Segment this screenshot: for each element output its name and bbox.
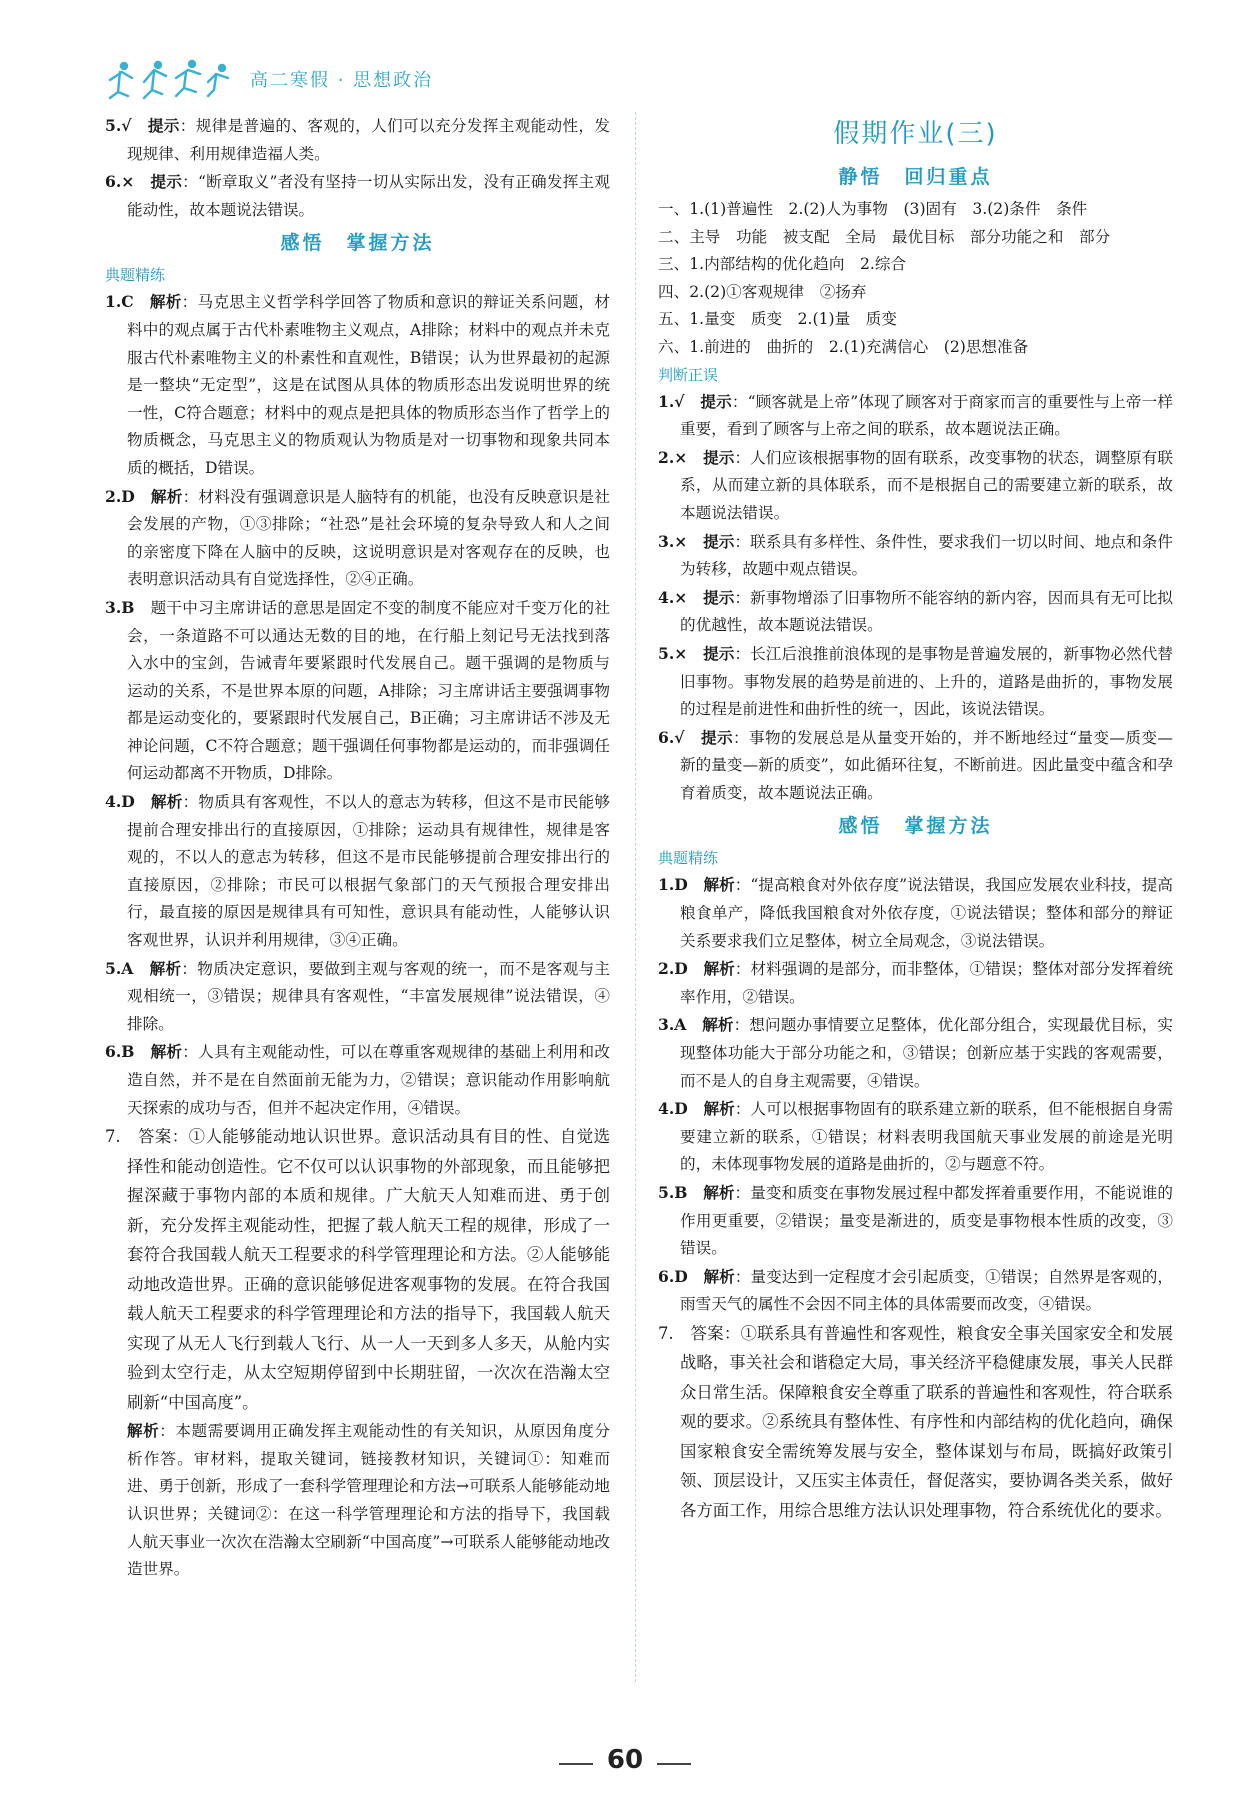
item-label: 提示 [703, 531, 735, 551]
item-label: 提示 [700, 727, 733, 747]
list-item [658, 1011, 1173, 1095]
list-item [658, 1263, 1173, 1319]
sub-label: 判断正误 [658, 365, 719, 384]
item-label: 解析 [149, 292, 182, 312]
footer-dash-left [559, 1763, 593, 1765]
item-label: 解析 [703, 875, 735, 895]
list-item [105, 288, 610, 482]
item-mark: 3.A [658, 1015, 687, 1035]
list-item [658, 444, 1173, 528]
list-item [105, 788, 610, 955]
item-mark: 2.D [105, 486, 135, 506]
item-text: ：想问题办事情要立足整体，优化部分组合，实现最优目标，实现整体功能大于部分功能之和，③错误；创新应基于实践的客观需要，而不是人的自身主观需要，④错误。 [680, 1016, 1173, 1090]
item-label: 解析 [149, 958, 182, 978]
list-item [658, 528, 1173, 584]
item-mark: 6.× [105, 172, 135, 192]
item-text: ：“提高粮食对外依存度”说法错误，我国应发展农业科技，提高粮食单产，降低我国粮食对外依存度，①说法错误；整体和部分的辩证关系要求我们立足整体，树立全局观念，③说法错误。 [680, 876, 1173, 950]
item-text: ：量变达到一定程度才会引起质变，①错误；自然界是客观的，雨雪天气的属性不会因不同主体的具体需要而改变，④错误。 [680, 1267, 1173, 1314]
item-mark: 2.× [658, 447, 688, 467]
item-text: ：材料强调的是部分，而非整体，①错误；整体对部分发挥着统率作用，②错误。 [680, 960, 1173, 1006]
item-text: ：长江后浪推前浪体现的是事物是普遍发展的，新事物必然代替旧事物。事物发展的趋势是前进的、上升的，道路是曲折的，事物发展的过程是前进性和曲折性的统一，因此，该说法错误。 [680, 644, 1173, 719]
item-mark: 7. [105, 1127, 121, 1147]
list-item [105, 168, 610, 224]
list-item [105, 955, 610, 1039]
item-text: ：人具有主观能动性，可以在尊重客观规律的基础上利用和改造自然，并不是在自然面前无能为力，②错误；意识能动作用影响航天探索的成功与否，但并不起决定作用，④错误。 [127, 1043, 610, 1117]
item-mark: 1.C [105, 292, 134, 312]
list-item [658, 1179, 1173, 1263]
item-text: ：规律是普遍的、客观的，人们可以充分发挥主观能动性，发现规律、利用规律造福人类。 [127, 117, 610, 163]
item-text: ：新事物增添了旧事物所不能容纳的新内容，因而具有无可比拟的优越性，故本题说法错误。 [680, 588, 1173, 635]
page-number: 60 [606, 1745, 644, 1775]
item-mark: 6.√ [658, 727, 685, 747]
list-item [105, 483, 610, 594]
item-label: 解析 [702, 1015, 734, 1035]
item-label: 提示 [703, 587, 735, 607]
item-mark: 4.D [658, 1099, 688, 1119]
item-mark: 3.× [658, 531, 688, 551]
item-mark: 1.√ [658, 391, 685, 411]
list-item [105, 112, 610, 168]
item-mark: 5.× [658, 643, 688, 663]
item-text: ：人可以根据事物固有的联系建立新的联系，但不能根据自身需要建立新的联系，①错误；材料表明我国航天事业发展的前途是光明的，未体现事物发展的道路是曲折的，②与题意不符。 [680, 1100, 1173, 1174]
item-label: 提示 [150, 172, 183, 192]
right-column [658, 112, 1173, 1525]
list-item [658, 1095, 1173, 1179]
section-title: 感悟 掌握方法 [280, 232, 435, 255]
running-figures-logo [104, 58, 234, 102]
item-label: 解析 [150, 792, 183, 812]
item-text: ：量变和质变在事物发展过程中都发挥着重要作用，不能说谁的作用更重要，②错误；量变是渐进的，质变是事物根本性质的改变，③错误。 [680, 1184, 1173, 1258]
item-label: 提示 [700, 391, 732, 411]
review-line: 二、主导 功能 被支配 全局 最优目标 部分功能之和 部分 [658, 227, 1111, 246]
answer-text: ：①人能够能动地认识世界。意识活动具有目的性、自觉选择性和能动创造性。它不仅可以认识事物的外部现象，而且能够把握深藏于事物内部的本质和规律。广大航天人知难而进、勇于创新，充分发挥主观能动性，把握了载人航天工程的规律，形成了一套符合我国载人航天工程要求的科学管理理论和方法。②人能够能动地改造世界。正确的意识能够促进客观事物的发展。在符合我国载人航天工程要求的科学管理理论和方法的指导下，我国载人航天实现了从无人飞行到载人飞行、从一人一天到多人多天，从舱内实验到太空行走，从太空短期停留到中长期驻留，一次次在浩瀚太空刷新“中国高度”。 [127, 1127, 611, 1412]
review-line: 五、1.量变 质变 2.(1)量 质变 [658, 310, 897, 329]
answer-item [658, 1319, 1173, 1526]
item-label: 解析 [150, 1042, 183, 1062]
list-item [658, 640, 1173, 724]
analysis-text: ：本题需要调用正确发挥主观能动性的有关知识，从原因角度分析作答。审材料，提取关键词，链接教材知识，关键词①：知难而进、勇于创新，形成了一套科学管理理论和方法→可联系人能够能动地认识世界；关键词②：在这一科学管理理论和方法的指导下，我国载人航天事业一次次在浩瀚太空刷新“中国高度”→可联系人能够能动地改造世界。 [127, 1422, 610, 1579]
item-text: ：物质具有客观性，不以人的意志为转移，但这不是市民能够提前合理安排出行的直接原因，①排除；运动具有规律性，规律是客观的，不以人的意志为转移，但这不是市民能够提前合理安排出行的直接原因，②排除；市民可以根据气象部门的天气预报合理安排出行，最直接的原因是规律具有可知性，意识具有能动性，人能够认识客观世界，认识并利用规律，③④正确。 [127, 793, 610, 950]
review-line: 六、1.前进的 曲折的 2.(1)充满信心 (2)思想准备 [658, 337, 1029, 356]
item-label: 解析 [150, 486, 183, 506]
item-text: ：事物的发展总是从量变开始的，并不断地经过“量变—质变—新的量变—新的质变”，如此循环往复，不断前进。因此量变中蕴含和孕育着质变，故本题说法正确。 [680, 728, 1173, 802]
item-mark: 3.B [105, 597, 135, 617]
item-mark: 4.× [658, 587, 688, 607]
page-header [100, 58, 1150, 108]
left-column [105, 112, 610, 1584]
item-text: 题干中习主席讲话的意思是固定不变的制度不能应对千变万化的社会，一条道路不可以通达无数的目的地，在行船上刻记号无法找到落入水中的宝剑，告诫青年要紧跟时代发展自己。题干强调的是物质与运动的关系，不是世界本原的问题，A排除；习主席讲话主要强调事物都是运动变化的，要紧跟时代发展自己，B正确；习主席讲话不涉及无神论问题，C不符合题意；题干强调任何事物都是运动的，而非强调任何运动都离不开物质，D排除。 [127, 598, 610, 783]
review-line: 一、1.(1)普遍性 2.(2)人为事物 (3)固有 3.(2)条件 条件 [658, 200, 1088, 218]
item-text: ：马克思主义哲学科学回答了物质和意识的辩证关系问题，材料中的观点属于古代朴素唯物主义观点，A排除；材料中的观点并未克服古代朴素唯物主义的朴素性和直观性，B错误；认为世界最初的起源是一整块“无定型”，这是在试图从具体的物质形态出发说明世界的统一性，C符合题意；材料中的观点是把具体的物质形态当作了哲学上的物质概念，马克思主义的物质观认为物质是对一切事物和现象共同本质的概括，D错误。 [127, 293, 610, 477]
page-footer [0, 1745, 1250, 1775]
item-label: 解析 [127, 1421, 160, 1441]
answer-item [105, 1122, 610, 1417]
item-text: ：人们应该根据事物的固有联系，改变事物的状态，调整原有联系，从而建立新的具体联系，而不是根据自己的需要建立新的联系，故本题说法错误。 [680, 448, 1173, 522]
item-label: 解析 [703, 959, 735, 979]
review-line: 四、2.(2)①客观规律 ②扬弃 [658, 282, 867, 301]
item-text: ：材料没有强调意识是人脑特有的机能，也没有反映意识是社会发展的产物，①③排除；“社恐”是社会环境的复杂导致人和人之间的亲密度下降在人脑中的反映，这说明意识是对客观存在的反映，也表明意识活动具有自觉选择性，②④正确。 [127, 487, 610, 589]
list-item [105, 594, 610, 788]
item-mark: 1.D [658, 875, 688, 895]
item-text: ：“断章取义”者没有坚持一切从实际出发，没有正确发挥主观能动性，故本题说法错误。 [127, 173, 610, 219]
list-item [658, 871, 1173, 955]
sub-label: 典题精练 [658, 849, 719, 868]
list-item [105, 1038, 610, 1122]
item-text: ：“顾客就是上帝”体现了顾客对于商家而言的重要性与上帝一样重要，看到了顾客与上帝之间的联系，故本题说法正确。 [680, 392, 1173, 439]
analysis-paragraph [105, 1417, 610, 1584]
item-label: 解析 [703, 1266, 735, 1286]
section-title: 静悟 回归重点 [838, 166, 993, 188]
section-title: 感悟 掌握方法 [838, 815, 993, 838]
item-label: 解析 [703, 1183, 735, 1202]
list-item [658, 584, 1173, 640]
list-item [658, 724, 1173, 808]
item-mark: 6.D [658, 1266, 688, 1286]
item-mark: 7. [658, 1323, 674, 1343]
item-label: 答案 [138, 1127, 172, 1147]
item-text: ：物质决定意识，要做到主观与客观的统一，而不是客观与主观相统一，③错误；规律具有客观性，“丰富发展规律”说法错误，④排除。 [127, 959, 610, 1033]
sub-label: 典题精练 [105, 266, 166, 285]
assignment-title: 假期作业(三) [833, 119, 998, 149]
answer-text: ：①联系具有普遍性和客观性，粮食安全事关国家安全和发展战略，事关社会和谐稳定大局，事关经济平稳健康发展，事关人民群众日常生活。保障粮食安全尊重了联系的普遍性和客观性，符合联系观的要求。②系统具有整体性、有序性和内部结构的优化趋向，确保国家粮食安全需统筹发展与安全，整体谋划与布局，既搞好政策引领、顶层设计，又压实主体责任，督促落实，要协调各类关系，做好各方面工作，用综合思维方法认识处理事物，符合系统优化的要求。 [680, 1323, 1174, 1520]
item-text: ：联系具有多样性、条件性，要求我们一切以时间、地点和条件为转移，故题中观点错误。 [680, 532, 1173, 579]
item-label: 答案 [690, 1323, 724, 1343]
column-divider [635, 112, 636, 1682]
review-line: 三、1.内部结构的优化趋向 2.综合 [658, 255, 907, 274]
item-label: 提示 [703, 643, 735, 663]
header-title: 高二寒假 · 思想政治 [250, 70, 434, 91]
item-label: 提示 [703, 447, 735, 467]
item-label: 提示 [147, 116, 180, 135]
item-mark: 5.A [105, 958, 134, 978]
list-item [658, 388, 1173, 444]
list-item [658, 955, 1173, 1011]
item-mark: 2.D [658, 959, 688, 979]
item-mark: 5.B [658, 1183, 688, 1202]
item-mark: 4.D [105, 792, 135, 812]
item-label: 解析 [703, 1099, 735, 1119]
footer-dash-right [657, 1763, 691, 1765]
item-mark: 6.B [105, 1042, 135, 1062]
item-mark: 5.√ [105, 116, 132, 135]
